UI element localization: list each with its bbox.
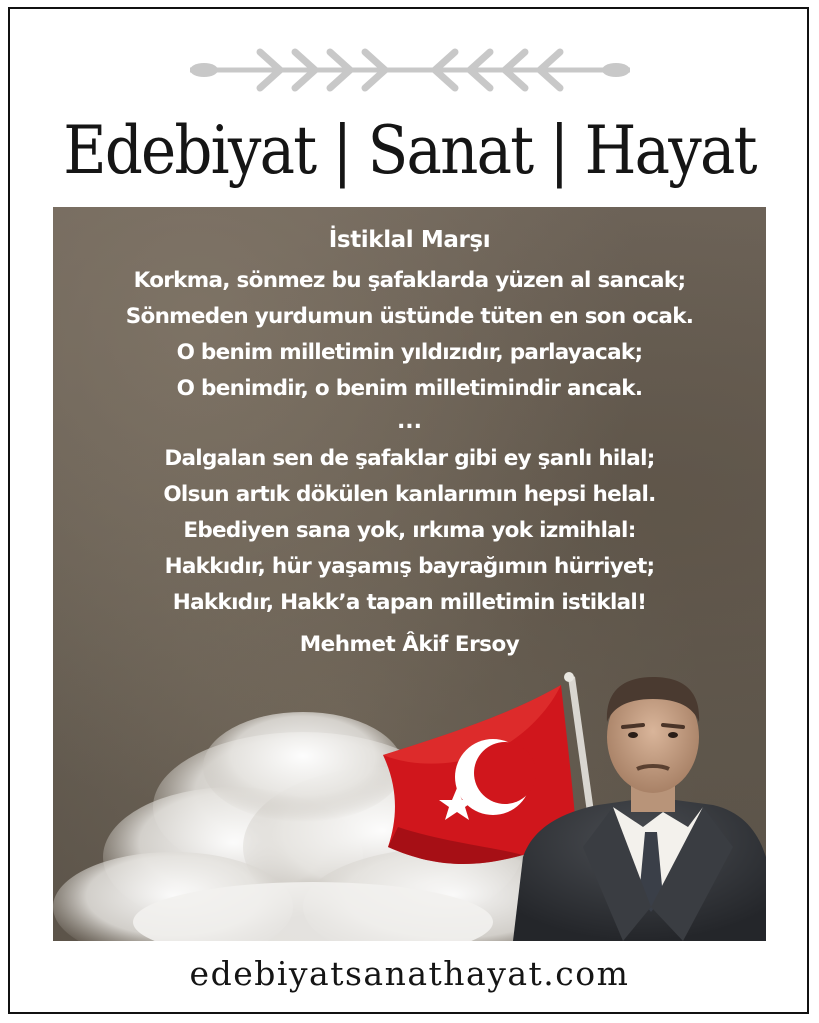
poem-line: Ebediyen sana yok, ırkıma yok izmihlal: [183,518,636,543]
poem-line: Hakkıdır, Hakk’a tapan milletimin istiklal! [172,590,647,615]
poem [53,221,766,663]
poem-line: Sönmeden yurdumun üstünde tüten en son ocak. [125,304,694,329]
poem-line: Korkma, sönmez bu şafaklarda yüzen al sancak; [133,268,686,293]
poem-line: Olsun artık dökülen kanlarımın hepsi helal. [163,482,656,507]
poem-author: Mehmet Âkif Ersoy [299,632,520,657]
site-url[interactable]: edebiyatsanathayat.com [189,954,630,993]
poem-line: Dalgalan sen de şafaklar gibi ey şanlı hilal; [164,446,655,471]
poem-line: Hakkıdır, hür yaşamış bayrağımın hürriyet; [164,554,655,579]
poem-line: O benim milletimin yıldızıdır, parlayacak; [176,340,643,365]
poem-panel [53,207,766,941]
stanza-separator: ... [396,409,423,434]
laurel-branch-icon [190,48,630,92]
poem-title: İstiklal Marşı [328,227,491,253]
poem-line: O benimdir, o benim milletimindir ancak. [176,376,643,401]
site-title: Edebiyat | Sanat | Hayat [63,112,756,189]
